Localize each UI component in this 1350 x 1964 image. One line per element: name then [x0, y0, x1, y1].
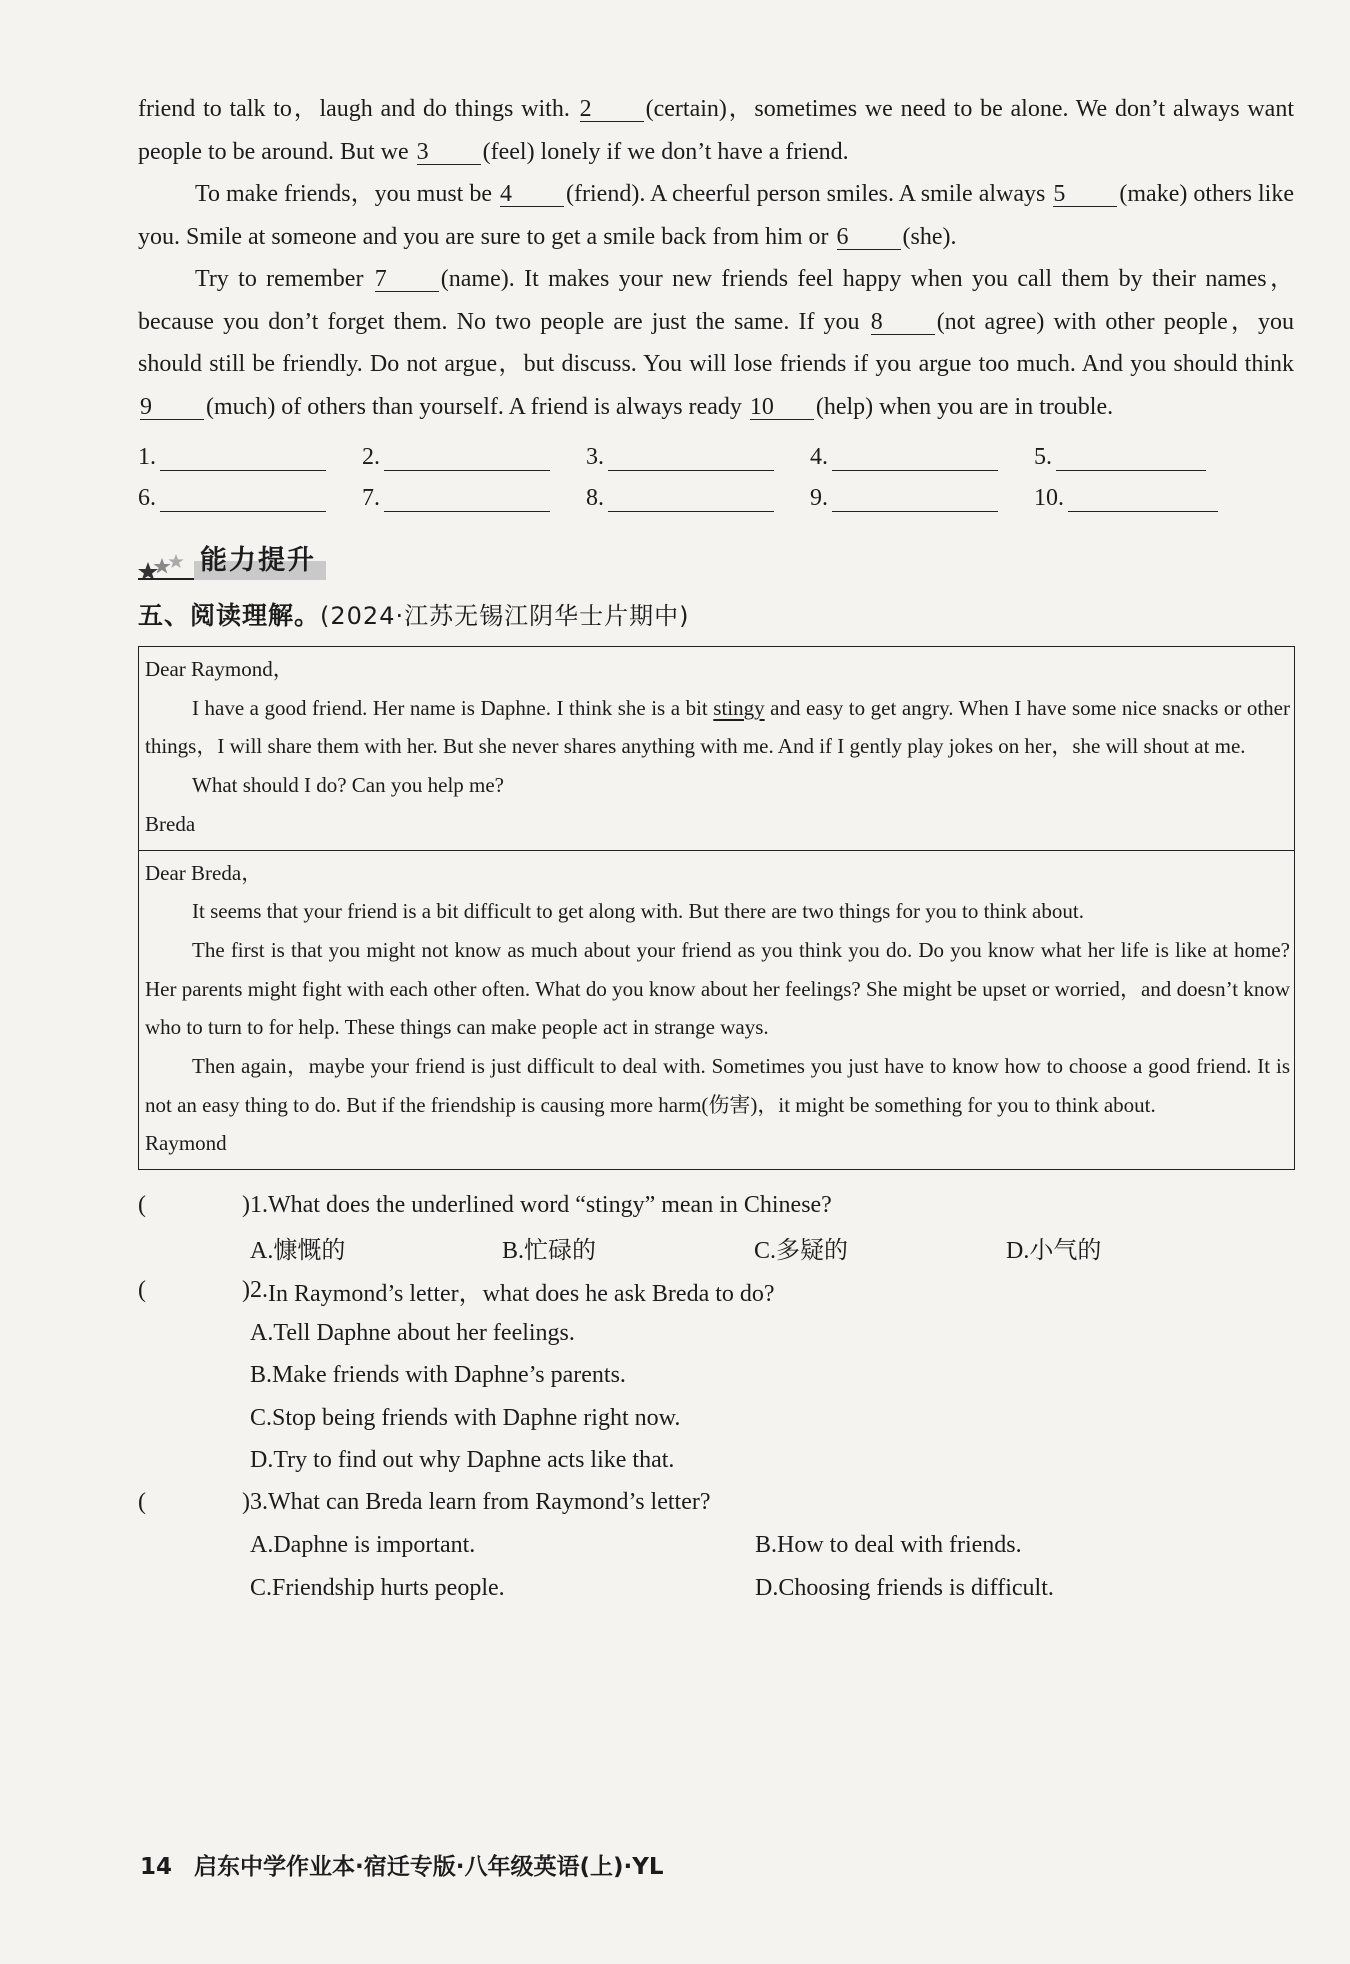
blank-3[interactable]: 3 [417, 140, 481, 165]
option-letter: C. [754, 1238, 777, 1265]
cloze-passage [138, 88, 1294, 428]
option-letter: B. [250, 1362, 273, 1389]
letter-greeting: Dear Breda， [145, 860, 263, 885]
answer-item [1034, 444, 1258, 471]
option-b[interactable] [138, 1354, 1294, 1397]
options [138, 1312, 1294, 1482]
banner-title: 能力提升 [194, 538, 326, 580]
answer-item [586, 485, 810, 512]
answer-bracket[interactable] [138, 1192, 250, 1219]
star-icon [138, 540, 194, 580]
answer-line[interactable] [832, 491, 998, 512]
letter-paragraph [145, 689, 1290, 766]
bracket-close: ) [242, 1489, 250, 1516]
option-text: 忙碌的 [524, 1236, 597, 1265]
answer-lines [138, 430, 1294, 512]
answer-number: 9. [810, 485, 828, 511]
answer-bracket[interactable] [138, 1277, 250, 1304]
option-letter: A. [250, 1238, 274, 1265]
bracket-open: ( [138, 1276, 146, 1303]
answer-line[interactable] [160, 491, 326, 512]
page-footer [140, 1848, 664, 1881]
question-3 [138, 1482, 1294, 1610]
passage-text: (make) others like you. Smile at someone and you are sure to get a smile back from him or [138, 181, 1294, 250]
answer-row [138, 430, 1294, 471]
answer-row [138, 471, 1294, 512]
option-b[interactable] [502, 1230, 754, 1265]
option-a[interactable] [250, 1230, 502, 1265]
question-stem [138, 1482, 1294, 1525]
letter-paragraph [145, 766, 1290, 805]
question-list [138, 1184, 1294, 1609]
option-text: Stop being friends with Daphne right now. [272, 1404, 681, 1431]
letter-text: What should I do? Can you help me? [192, 773, 505, 798]
answer-line[interactable] [384, 450, 550, 471]
section-source: (2024·江苏无锡江阴华士片期中) [320, 602, 690, 630]
passage-paragraph [138, 258, 1294, 428]
answer-line[interactable] [608, 450, 774, 471]
option-letter: B. [502, 1238, 525, 1265]
answer-number: 4. [810, 444, 828, 470]
option-letter: A. [250, 1319, 274, 1346]
blank-2[interactable]: 2 [580, 97, 644, 122]
option-letter: D. [755, 1574, 779, 1601]
options [138, 1524, 1294, 1609]
option-letter: B. [755, 1532, 778, 1559]
option-a[interactable] [138, 1312, 1294, 1355]
option-text: How to deal with friends. [777, 1532, 1022, 1559]
letter-paragraph [145, 931, 1290, 1047]
answer-line[interactable] [832, 450, 998, 471]
answer-item [810, 444, 1034, 471]
blank-6[interactable]: 6 [837, 225, 901, 250]
bracket-open: ( [138, 1191, 146, 1218]
passage-text: (name). It makes your new friends feel happy when you call them by their names，because you don’t forget them. No two people are just the same. If you [138, 266, 1294, 335]
answer-item [1034, 485, 1258, 512]
passage-text: (not agree) with other people，you should still be friendly. Do not argue，but discuss. You will lose friends if you argue too much. And you should think [138, 308, 1294, 377]
answer-line[interactable] [160, 450, 326, 471]
answer-item [810, 485, 1034, 512]
question-number: 2. [250, 1276, 268, 1303]
question-number: 3. [250, 1489, 268, 1516]
letter-2 [139, 850, 1294, 1170]
option-letter: D. [1006, 1238, 1030, 1265]
option-d[interactable] [1006, 1230, 1258, 1265]
answer-number: 7. [362, 485, 380, 511]
book-title: 启东中学作业本·宿迁专版·八年级英语(上)·YL [194, 1854, 664, 1880]
option-letter: C. [250, 1404, 273, 1431]
option-text: Daphne is important. [273, 1532, 476, 1559]
answer-line[interactable] [608, 491, 774, 512]
option-b[interactable] [755, 1524, 1294, 1567]
passage-text: (feel) lonely if we don’t have a friend. [482, 138, 849, 165]
option-text: Try to find out why Daphne acts like that. [273, 1447, 675, 1474]
option-c[interactable] [250, 1567, 755, 1610]
bracket-open: ( [138, 1489, 146, 1516]
section-banner [138, 532, 1294, 580]
answer-item [138, 444, 362, 471]
blank-10[interactable]: 10 [750, 395, 814, 420]
passage-text: friend to talk to，laugh and do things with. [138, 96, 578, 122]
answer-item [362, 485, 586, 512]
blank-5[interactable]: 5 [1053, 182, 1117, 207]
blank-8[interactable]: 8 [871, 310, 935, 335]
letter-signature: Raymond [145, 1131, 227, 1156]
answer-number: 10. [1034, 485, 1064, 511]
question-2 [138, 1269, 1294, 1482]
answer-number: 2. [362, 444, 380, 470]
section-title: 五、阅读理解。 [138, 601, 321, 630]
answer-number: 1. [138, 444, 156, 470]
option-d[interactable] [138, 1439, 1294, 1482]
answer-line[interactable] [1056, 450, 1206, 471]
letter-text: and easy to get angry. When I have some nice snacks or other things，I will share them with her. But she never shares anything with me. And if I gently play jokes on her，she will shout at me. [145, 695, 1290, 759]
letter-1 [139, 647, 1294, 850]
option-letter: D. [250, 1447, 274, 1474]
bracket-close: ) [242, 1191, 250, 1218]
option-text: Tell Daphne about her feelings. [273, 1319, 575, 1346]
bracket-close: ) [242, 1276, 250, 1303]
blank-4[interactable]: 4 [500, 182, 564, 207]
letter-text: Then again，maybe your friend is just difficult to deal with. Sometimes you just have to know how to choose a good friend. It is not an easy thing to do. But if the friendship is causing more harm(伤害)，it might be something for you to think about. [145, 1054, 1290, 1117]
answer-item [362, 444, 586, 471]
passage-text: (help) when you are in trouble. [815, 393, 1114, 420]
options [138, 1227, 1294, 1270]
page-number: 14 [140, 1854, 173, 1880]
answer-number: 8. [586, 485, 604, 511]
letter-text: The first is that you might not know as much about your friend as you think you do. Do you know what her life is like at home? Her parents might fight with each other often. What do you know about her feelings? She might be upset or worried，and doesn’t know who to turn to for help. These things can make people act in strange ways. [145, 937, 1290, 1040]
option-text: Friendship hurts people. [272, 1574, 505, 1601]
question-text: What does the underlined word “stingy” mean in Chinese? [268, 1191, 832, 1218]
option-c[interactable] [138, 1397, 1294, 1440]
passage-text: (much) of others than yourself. A friend is always ready [206, 393, 748, 420]
question-number: 1. [250, 1191, 268, 1218]
question-stem [138, 1184, 1294, 1227]
section-heading [138, 596, 1294, 632]
passage-text: (friend). A cheerful person smiles. A smile always [566, 181, 1052, 207]
answer-line[interactable] [384, 491, 550, 512]
option-text: 多疑的 [776, 1236, 849, 1265]
answer-number: 5. [1034, 444, 1052, 470]
passage-paragraph [138, 173, 1294, 258]
option-text: 慷慨的 [273, 1236, 346, 1265]
option-d[interactable] [755, 1567, 1294, 1610]
passage-text: Try to remember [195, 266, 373, 292]
option-letter: C. [250, 1574, 273, 1601]
answer-number: 6. [138, 485, 156, 511]
blank-7[interactable]: 7 [375, 267, 439, 292]
passage-text: (she). [902, 223, 957, 250]
question-1 [138, 1184, 1294, 1269]
option-text: Make friends with Daphne’s parents. [272, 1362, 626, 1389]
option-text: 小气的 [1029, 1236, 1102, 1265]
letter-text: It seems that your friend is a bit difficult to get along with. But there are two things for you to think about. [192, 899, 1084, 924]
letters-box [138, 646, 1295, 1170]
passage-text: To make friends，you must be [195, 181, 499, 207]
option-letter: A. [250, 1532, 274, 1559]
answer-item [138, 485, 362, 512]
question-stem [138, 1269, 1294, 1312]
option-c[interactable] [754, 1230, 1006, 1265]
letter-text: I have a good friend. Her name is Daphne. I think she is a bit [192, 695, 714, 720]
answer-item [586, 444, 810, 471]
answer-line[interactable] [1068, 491, 1218, 512]
question-text: What can Breda learn from Raymond’s letter? [268, 1489, 711, 1516]
blank-9[interactable]: 9 [140, 395, 204, 420]
answer-bracket[interactable] [138, 1489, 250, 1516]
letter-signature: Breda [145, 811, 196, 836]
option-text: Choosing friends is difficult. [778, 1574, 1054, 1601]
letter-paragraph [145, 892, 1290, 931]
underlined-word: stingy [713, 695, 765, 720]
answer-number: 3. [586, 444, 604, 470]
passage-text: (certain)，sometimes we need to be alone. We don’t always want people to be around. But we [138, 96, 1295, 165]
letter-paragraph [145, 1047, 1290, 1124]
question-text: In Raymond’s letter，what does he ask Breda to do? [268, 1280, 775, 1307]
letter-greeting: Dear Raymond， [145, 657, 294, 681]
option-a[interactable] [250, 1524, 755, 1567]
passage-paragraph [138, 88, 1294, 173]
